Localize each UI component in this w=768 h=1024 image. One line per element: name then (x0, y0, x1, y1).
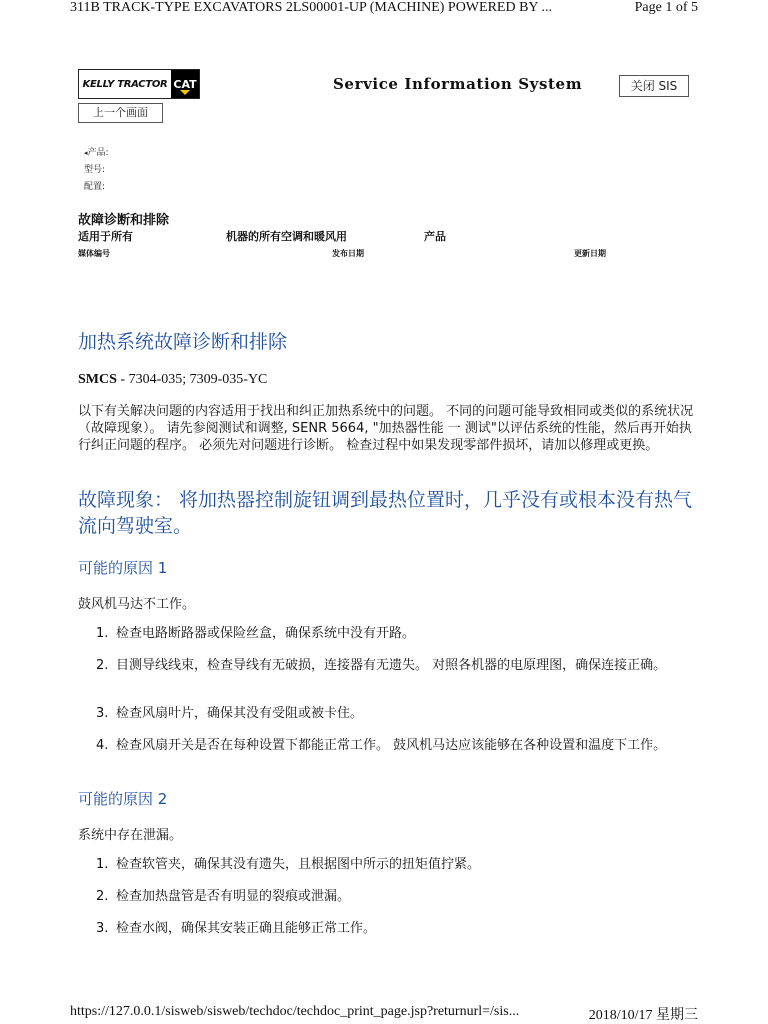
product-triangle-icon: ◂ (84, 149, 88, 157)
close-sis-button[interactable]: 关闭 SIS (619, 75, 689, 97)
list-item: 2. 目测导线线束，检查导线有无破损，连接器有无遗失。 对照各机器的电原理图，确保连接正确。 (96, 658, 667, 673)
print-url: https://127.0.0.1/sisweb/sisweb/techdoc/techdoc_print_page.jsp?returnurl=/sis... (70, 1004, 520, 1019)
cause-1-title: 可能的原因 1 (78, 559, 168, 577)
section-title: 故障诊断和排除 (78, 213, 170, 228)
publish-date-label: 发布日期 (332, 249, 364, 258)
config-label: 配置: (84, 182, 106, 192)
product-heading: 产品 (424, 230, 446, 243)
print-header-title: 311B TRACK-TYPE EXCAVATORS 2LS00001-UP (MACHINE) POWERED BY ... (70, 0, 553, 15)
smcs-code: SMCS - 7304-035; 7309-035-YC (78, 372, 268, 387)
media-number-label: 媒体编号 (78, 249, 110, 258)
cause-2-description: 系统中存在泄漏。 (78, 828, 183, 843)
list-item: 4. 检查风扇开关是否在每种设置下都能正常工作。 鼓风机马达应该能够在各种设置和温度下工作。 (96, 738, 667, 753)
list-item: 1. 检查软管夹，确保其没有遗失，且根据图中所示的扭矩值拧紧。 (96, 857, 481, 872)
product-label: ◂产品: (84, 148, 109, 158)
print-date: 2018/10/17 星期三 (588, 1008, 698, 1023)
applies-to-value: 机器的所有空调和暖风用 (226, 230, 347, 243)
list-item: 1. 检查电路断路器或保险丝盒，确保系统中没有开路。 (96, 626, 416, 641)
cat-logo-icon: CAT (171, 70, 199, 98)
page-title: 加热系统故障诊断和排除 (78, 331, 288, 353)
cause-2-title: 可能的原因 2 (78, 790, 168, 808)
list-item: 2. 检查加热盘管是否有明显的裂痕或泄漏。 (96, 889, 351, 904)
logo-company-text: KELLY TRACTOR (82, 78, 168, 90)
model-label: 型号: (84, 165, 106, 175)
system-title: Service Information System (333, 75, 583, 93)
update-date-label: 更新日期 (574, 249, 606, 258)
print-page-number: Page 1 of 5 (634, 0, 698, 15)
cause-1-description: 鼓风机马达不工作。 (78, 597, 196, 612)
intro-paragraph: 以下有关解决问题的内容适用于找出和纠正加热系统中的问题。 不同的问题可能导致相同或类似的系统状况（故障现象）。 请先参阅测试和调整, SENR 5664, "加热器性能 一 测试"以评估系统的性能，然后再开始执行纠正问题的程序。 必须先对问题进行诊断。 检查过程中如果发现零部件损坏，请加以修理或更换。 (78, 404, 694, 453)
kelly-tractor-cat-logo (78, 69, 200, 99)
list-item: 3. 检查水阀，确保其安装正确且能够正常工作。 (96, 921, 377, 936)
list-item: 3. 检查风扇叶片，确保其没有受阻或被卡住。 (96, 706, 364, 721)
applies-to-label: 适用于所有 (78, 230, 133, 243)
symptom-heading: 故障现象： 将加热器控制旋钮调到最热位置时，几乎没有或根本没有热气流向驾驶室。 (78, 489, 693, 537)
previous-screen-button[interactable]: 上一个画面 (78, 103, 163, 123)
